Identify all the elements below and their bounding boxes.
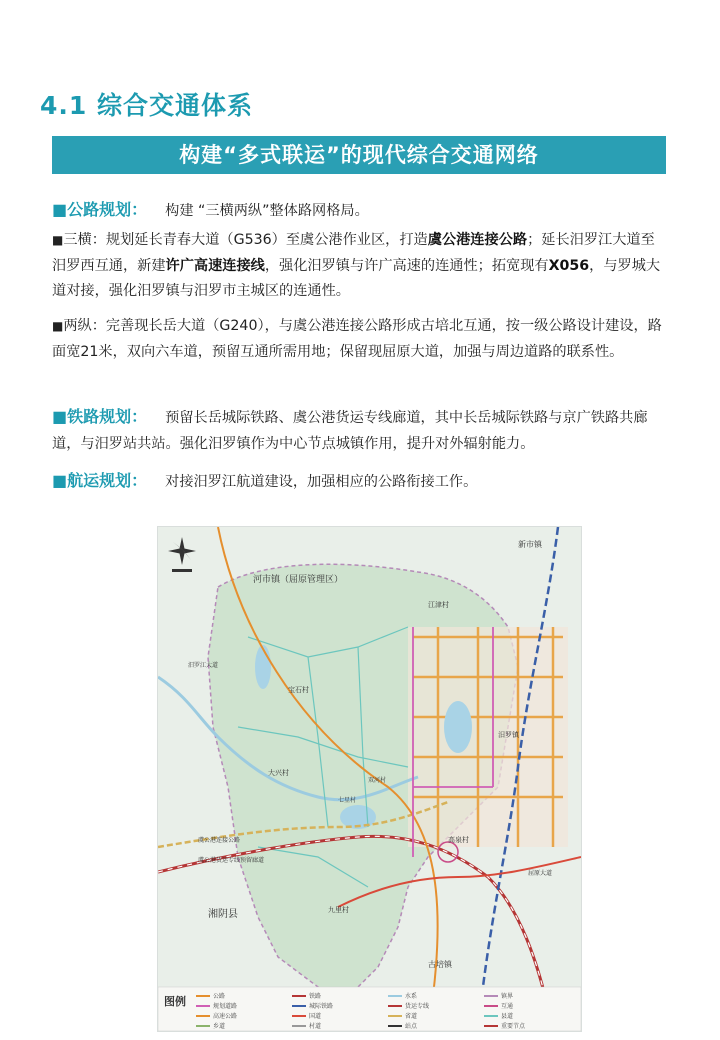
map-label-baoshi: 宝石村 [288,686,309,694]
legend-item [292,1021,384,1030]
legend-label: 村道 [309,1023,322,1030]
legend-item [388,1021,480,1030]
highway-intro-paragraph [52,197,668,225]
transport-plan-map [157,526,582,1032]
legend-item [484,1001,576,1010]
legend-swatch [196,995,210,997]
bullet-marker: ■ [52,233,64,247]
map-canvas [158,527,581,1031]
legend-item [196,991,288,1000]
three-horizontal-bold-2: 许广高速连接线 [165,257,265,274]
legend-label: 公路 [213,993,226,1000]
legend-swatch [292,995,306,997]
legend-swatch [388,1025,402,1027]
map-label-xiangyin: 湘阴县 [208,909,238,920]
railway-heading: ■铁路规划： [52,407,148,426]
legend-swatch [484,1005,498,1007]
legend-item [388,1001,480,1010]
legend-item [196,1021,288,1030]
legend-item [292,1001,384,1010]
map-label-xinshi: 新市镇 [518,540,542,549]
legend-item [196,1011,288,1020]
lake [444,701,472,753]
legend-item [292,1011,384,1020]
highway-heading: ■公路规划： [52,200,148,219]
lake [255,645,271,689]
legend-swatch [484,1015,498,1017]
legend-label: 重要节点 [501,1023,526,1030]
legend-item [388,991,480,1000]
three-horizontal-text-3: ，强化汨罗镇与许广高速的连通性；拓宽现有 [264,257,549,274]
map-label-yugong-road: 虞公港连接公路 [198,837,241,844]
waterway-text: 对接汨罗江航道建设，加强相应的公路衔接工作。 [165,474,478,490]
waterway-paragraph [52,468,668,496]
legend-swatch [388,1015,402,1017]
map-label-jiuli: 九里村 [328,906,349,914]
legend-label: 省道 [405,1013,418,1020]
legend-swatch [292,1015,306,1017]
railway-text: 预留长岳城际铁路、虞公港货运专线廊道，其中长岳城际铁路与京广铁路共廊道，与汨罗站共站。强化汨罗镇作为中心节点城镇作用，提升对外辐射能力。 [52,410,648,452]
map-label-jiangjin: 江津村 [428,601,449,609]
bullet-marker: ■ [52,319,64,333]
legend-swatch [196,1015,210,1017]
legend-swatch [484,995,498,997]
legend-label: 货运专线 [405,1003,430,1010]
legend-label: 铁路 [309,993,322,1000]
three-horizontal-bold-1: 虞公港连接公路 [427,232,528,248]
legend-label: 镇界 [501,993,514,1000]
banner-title: 构建“多式联运”的现代综合交通网络 [52,136,666,174]
legend-swatch [292,1005,306,1007]
legend-label: 乡道 [213,1023,226,1030]
legend-label: 国道 [309,1013,322,1020]
three-horizontal-text-1: 三横：规划延长青春大道（G536）至虞公港作业区，打造 [63,232,428,248]
three-horizontal-paragraph [52,228,668,305]
legend-item [484,1011,576,1020]
legend-label: 城际铁路 [309,1003,334,1010]
three-horizontal-bold-3: X056 [548,257,590,274]
legend-label: 站点 [405,1023,418,1030]
legend-label: 县道 [501,1013,514,1020]
map-label-freight: 虞公港货运专线预留廊道 [198,857,265,864]
two-vertical-paragraph [52,314,668,365]
legend-item [196,1001,288,1010]
legend-title: 图例 [164,995,186,1008]
highway-intro-text: 构建 “三横两纵”整体路网格局。 [165,203,369,219]
railway-paragraph [52,404,668,457]
legend-label: 水系 [405,993,418,1000]
map-label-gupei: 古培镇 [428,960,452,969]
legend-swatch [388,1005,402,1007]
legend-swatch [388,995,402,997]
two-vertical-text: 两纵：完善现长岳大道（G240），与虞公港连接公路形成古培北互通，按一级公路设计建设，路面宽21米，双向六车道，预留互通所需用地；保留现屈原大道，加强与周边道路的联系性。 [52,318,662,360]
section-title: 4.1 综合交通体系 [40,91,253,120]
legend-item [484,1021,576,1030]
legend-item [484,991,576,1000]
urban-area [408,627,568,847]
map-label-miluo: 汨罗镇 [498,731,519,739]
map-label-qu-yuan-road: 屈原大道 [528,870,553,877]
three-horizontal-text-4: ，与罗城大道对接，强化汨罗镇与汨罗市主城区的连通性。 [52,257,661,299]
legend-item [292,991,384,1000]
legend-swatch [484,1025,498,1027]
legend-items [196,991,576,1029]
legend-swatch [196,1025,210,1027]
legend-swatch [292,1025,306,1027]
map-label-hekou: 河市镇（屈原管理区） [253,575,344,585]
waterway-heading: ■航运规划： [52,471,148,490]
map-label-qixing: 七星村 [338,797,357,804]
map-label-gaoquan: 高泉村 [448,836,469,844]
legend-item [388,1011,480,1020]
map-label-shuanghe: 双河村 [368,777,387,784]
map-label-daxing: 大兴村 [268,769,289,777]
legend-label: 规划道路 [213,1003,238,1010]
three-horizontal-text-2: ；延长汨罗江大道至汨罗西互通，新建 [52,232,655,274]
legend-swatch [196,1005,210,1007]
map-label-miluo-river-road: 汨罗江大道 [188,662,219,669]
legend-label: 高速公路 [213,1013,238,1020]
legend-label: 互通 [501,1003,514,1010]
